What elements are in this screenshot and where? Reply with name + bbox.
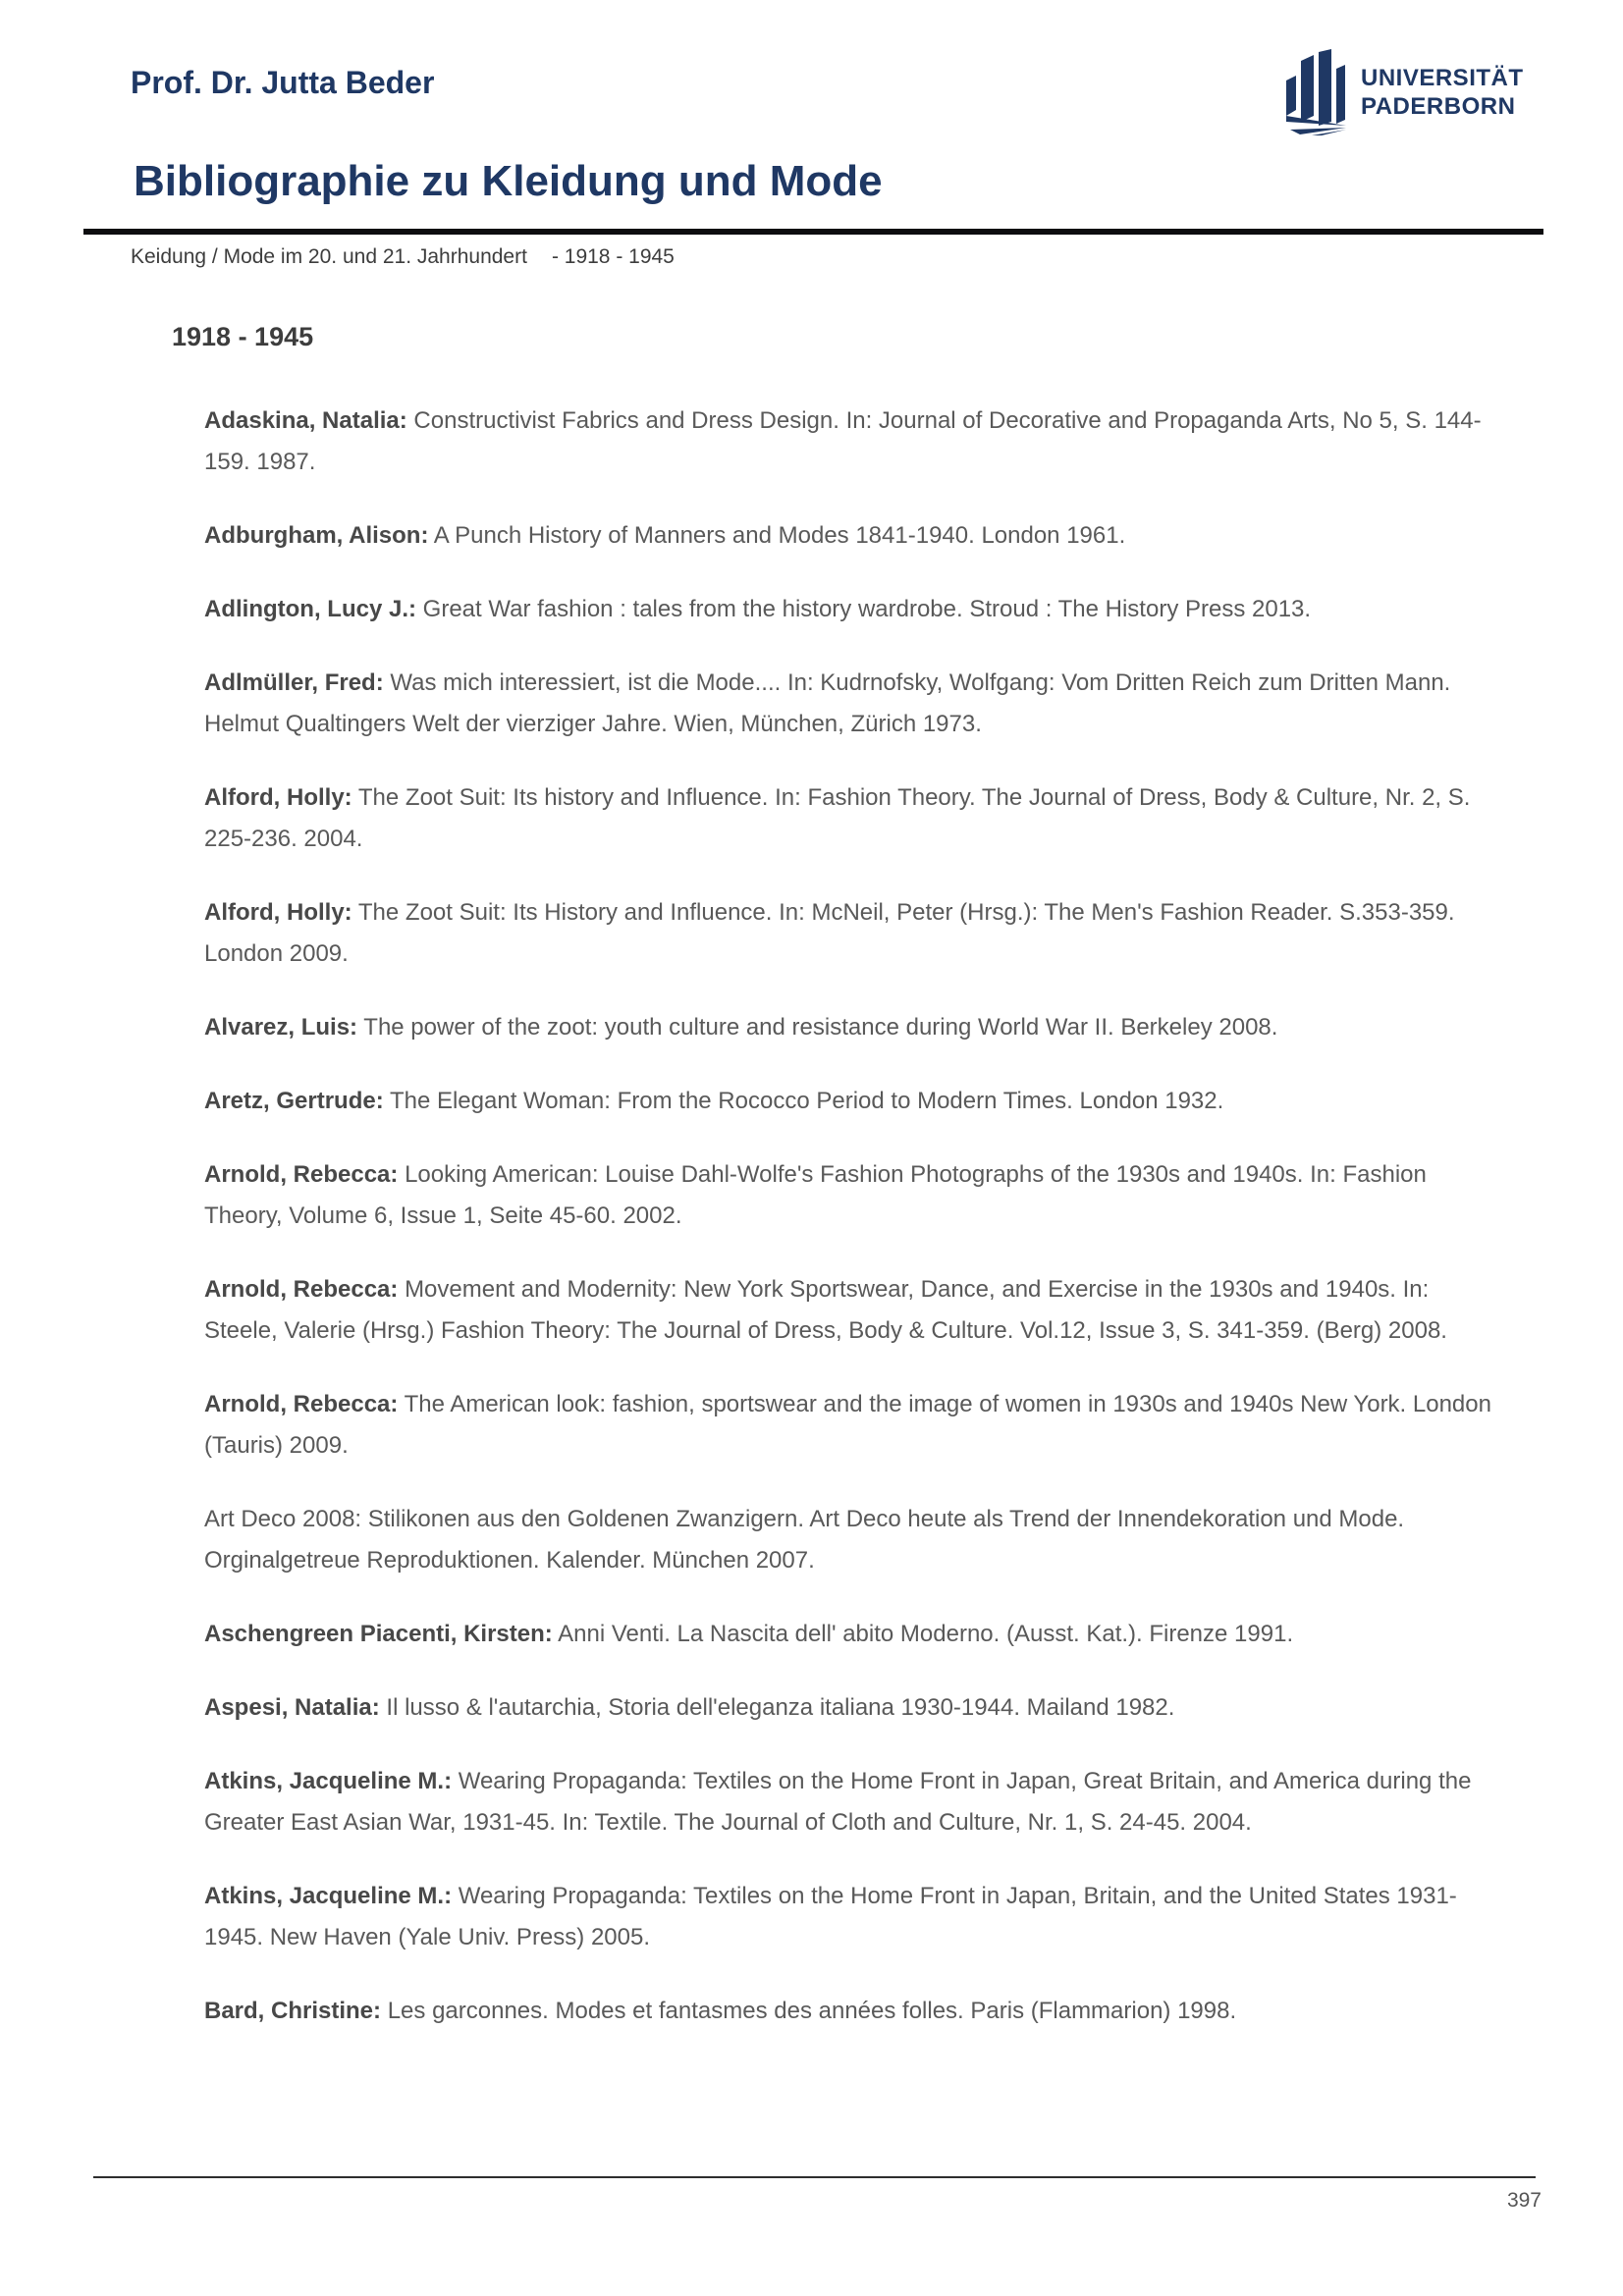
entry-author: Arnold, Rebecca: (204, 1161, 399, 1188)
bibliography-entry (204, 1761, 1508, 1843)
bibliography-entry (204, 1384, 1508, 1467)
bibliography-entry (204, 1687, 1508, 1729)
entry-text: A Punch History of Manners and Modes 1841-1940. London 1961. (433, 522, 1126, 549)
entry-text: Anni Venti. La Nascita dell' abito Moderno. (Ausst. Kat.). Firenze 1991. (558, 1621, 1294, 1647)
bibliography-entry (204, 400, 1508, 483)
bibliography-entry (204, 1876, 1508, 1958)
entry-text: The power of the zoot: youth culture and resistance during World War II. Berkeley 2008. (363, 1014, 1278, 1041)
university-logo-mark-icon (1286, 49, 1347, 135)
title-divider (83, 229, 1543, 235)
bibliography-entry (204, 589, 1508, 630)
bibliography-entry (204, 777, 1508, 860)
entry-author: Adaskina, Natalia: (204, 407, 407, 434)
entry-text: Great War fashion : tales from the history wardrobe. Stroud : The History Press 2013. (422, 596, 1312, 622)
entry-author: Alford, Holly: (204, 784, 352, 811)
entry-author: Alvarez, Luis: (204, 1014, 358, 1041)
entry-author: Arnold, Rebecca: (204, 1391, 399, 1417)
bibliography-entry (204, 1154, 1508, 1237)
university-logo (1286, 49, 1524, 135)
entry-text: Art Deco 2008: Stilikonen aus den Goldenen Zwanzigern. Art Deco heute als Trend der Innendekoration und Mode. Orginalgetreue Reproduktionen. Kalender. München 2007. (204, 1506, 1405, 1574)
entry-author: Alford, Holly: (204, 899, 352, 926)
entry-text: Wearing Propaganda: Textiles on the Home Front in Japan, Britain, and the United States 1931-1945. New Haven (Yale Univ. Press) 2005. (204, 1883, 1457, 1950)
entry-text: Looking American: Louise Dahl-Wolfe's Fashion Photographs of the 1930s and 1940s. In: Fashion Theory, Volume 6, Issue 1, Seite 45-60. 2002. (204, 1161, 1427, 1229)
university-logo-line1: UNIVERSITÄT (1361, 65, 1524, 91)
entry-author: Arnold, Rebecca: (204, 1276, 399, 1303)
bibliography-entry (204, 892, 1508, 975)
bibliography-entry (204, 1007, 1508, 1048)
breadcrumb (131, 245, 675, 269)
bibliography-entry (204, 515, 1508, 557)
entry-text: Constructivist Fabrics and Dress Design. In: Journal of Decorative and Propaganda Arts, No 5, S. 144-159. 1987. (204, 407, 1482, 475)
entry-text: Wearing Propaganda: Textiles on the Home Front in Japan, Great Britain, and America during the Greater East Asian War, 1931-45. In: Textile. The Journal of Cloth and Culture, Nr. 1, S. 24-45. 2004. (204, 1768, 1472, 1836)
bibliography-entry (204, 1269, 1508, 1352)
bibliography-entry (204, 1991, 1508, 2032)
entry-author: Atkins, Jacqueline M.: (204, 1883, 453, 1909)
page-number: 397 (1506, 2189, 1542, 2212)
footer-divider (93, 2176, 1536, 2178)
entry-author: Adburgham, Alison: (204, 522, 429, 549)
entry-author: Adlington, Lucy J.: (204, 596, 416, 622)
bibliography-entry (204, 1614, 1508, 1655)
entry-author: Adlmüller, Fred: (204, 669, 384, 696)
entry-author: Atkins, Jacqueline M.: (204, 1768, 453, 1794)
entry-text: Les garconnes. Modes et fantasmes des années folles. Paris (Flammarion) 1998. (387, 1998, 1237, 2024)
breadcrumb-range: - 1918 - 1945 (551, 245, 675, 268)
bibliography-entry (204, 1081, 1508, 1122)
breadcrumb-category: Keidung / Mode im 20. und 21. Jahrhundert (131, 245, 527, 268)
author-header: Prof. Dr. Jutta Beder (131, 65, 435, 100)
bibliography-entry (204, 663, 1508, 745)
entry-text: Was mich interessiert, ist die Mode.... In: Kudrnofsky, Wolfgang: Vom Dritten Reich zum Dritten Mann. Helmut Qualtingers Welt der vierziger Jahre. Wien, München, Zürich 1973. (204, 669, 1451, 737)
entry-text: The Zoot Suit: Its History and Influence. In: McNeil, Peter (Hrsg.): The Men's Fashion Reader. S.353-359. London 2009. (204, 899, 1455, 967)
entry-author: Aschengreen Piacenti, Kirsten: (204, 1621, 553, 1647)
entry-text: Movement and Modernity: New York Sportswear, Dance, and Exercise in the 1930s and 1940s. In: Steele, Valerie (Hrsg.) Fashion Theory: The Journal of Dress, Body & Culture. Vol.12, Issue 3, S. 341-359. (Berg) 2008. (204, 1276, 1447, 1344)
entry-author: Aspesi, Natalia: (204, 1694, 380, 1721)
university-logo-line2: PADERBORN (1361, 93, 1516, 120)
entry-text: The Elegant Woman: From the Rococco Period to Modern Times. London 1932. (389, 1088, 1224, 1114)
bibliography-entry (204, 1499, 1508, 1581)
entry-text: The American look: fashion, sportswear and the image of women in 1930s and 1940s New York. London (Tauris) 2009. (204, 1391, 1491, 1459)
university-logo-text (1361, 64, 1524, 121)
entry-author: Aretz, Gertrude: (204, 1088, 384, 1114)
section-heading: 1918 - 1945 (172, 322, 314, 351)
entry-text: Il lusso & l'autarchia, Storia dell'eleganza italiana 1930-1944. Mailand 1982. (386, 1694, 1175, 1721)
entry-author: Bard, Christine: (204, 1998, 382, 2024)
bibliography-list (204, 400, 1508, 2064)
page-title: Bibliographie zu Kleidung und Mode (134, 157, 883, 205)
entry-text: The Zoot Suit: Its history and Influence. In: Fashion Theory. The Journal of Dress, Body & Culture, Nr. 2, S. 225-236. 2004. (204, 784, 1471, 852)
